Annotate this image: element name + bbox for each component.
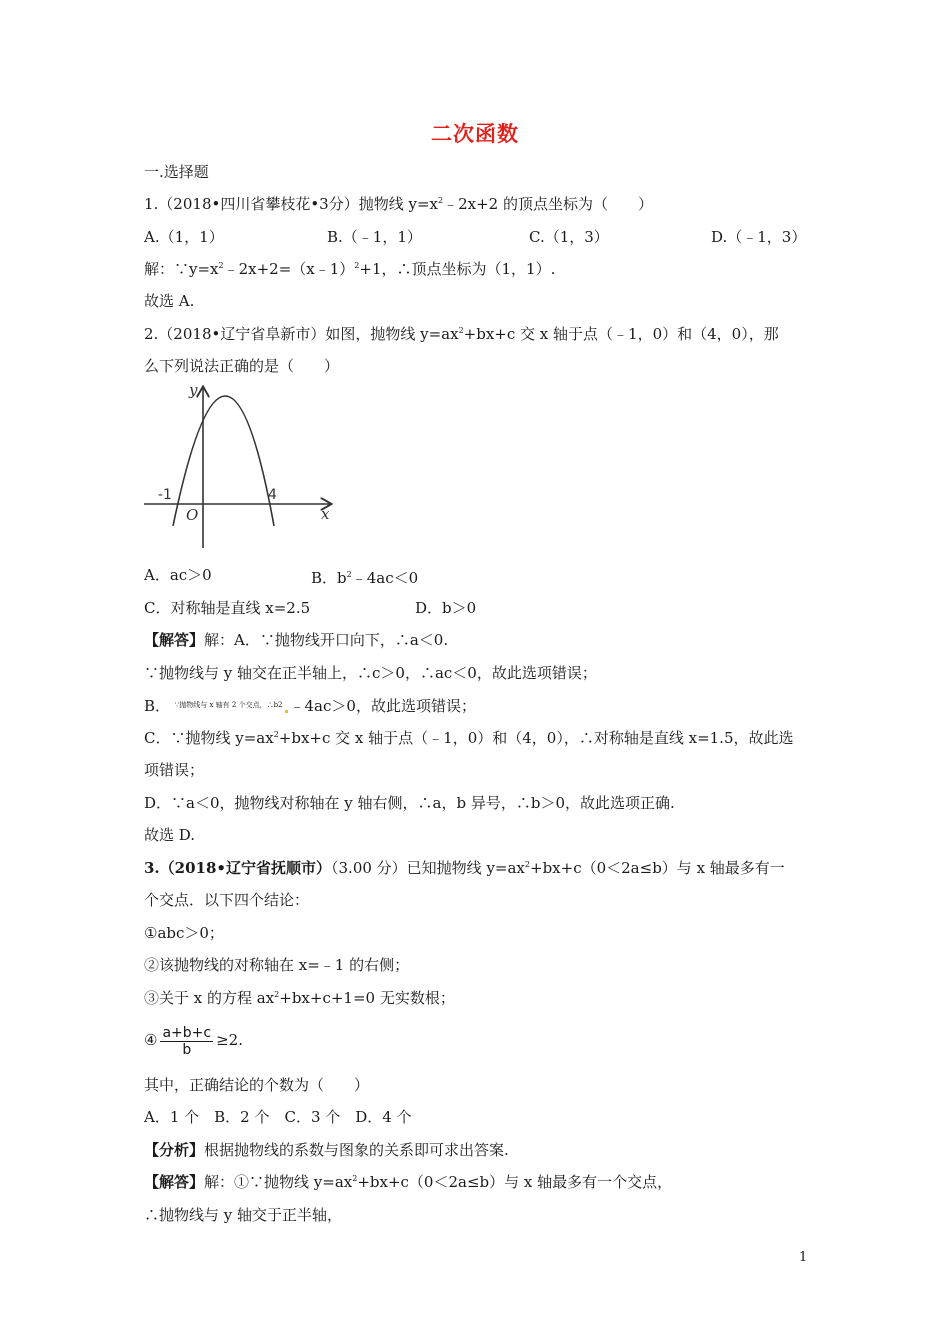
q2-solution-line1: 【解答】解：A．∵抛物线开口向下，∴a＜0. <box>144 631 449 649</box>
q1-option-c: C.（1，3） <box>529 228 609 246</box>
x-axis-label: x <box>321 505 330 523</box>
page-title: 二次函数 <box>431 122 519 146</box>
q3-stem-line2: 个交点．以下四个结论： <box>144 891 310 909</box>
origin-label: O <box>186 506 199 524</box>
q2-option-a: A．ac＞0 <box>144 566 212 584</box>
q2-solution-line4: C．∵抛物线 $y=ax^2+bx+c$ 交 x 轴于点（﹣1，0）和（4，0），∴对称轴是直线 x=1.5，故此选 <box>144 729 794 747</box>
q3-conclusion-3: ③关于 x 的方程 $ax^2+bx+c+1=0$ 无实数根； <box>144 989 455 1007</box>
q2-solution-line2: ∵抛物线与 y 轴交在正半轴上，∴c＞0，∴ac＜0，故此选项错误； <box>144 664 597 682</box>
q3-stem-line1: 3.（2018•辽宁省抚顺市）（3.00 分）已知抛物线 $y=ax^2+bx+c(0<2a\le b)$与 x 轴最多有一 <box>144 859 785 877</box>
q3-conclusion-4: ④ $\frac{a+b+c}{b}$ ≥2. <box>144 1024 243 1058</box>
q2-solution-line5: 项错误； <box>144 761 205 779</box>
q1-option-a: A.（1，1） <box>144 228 224 246</box>
q2-option-c: C．对称轴是直线 x=2.5 <box>144 599 311 617</box>
fraction: $\frac{a+b+c}{b}$ <box>162 1024 212 1058</box>
q2-solution-line6: D．∵a＜0，抛物线对称轴在 y 轴右侧，∴a，b 异号，∴b＞0，故此选项正确. <box>144 794 675 812</box>
q3-options: A．1 个 B．2 个 C．3 个 D．4 个 <box>144 1108 412 1126</box>
left-root-label: -1 <box>158 487 172 503</box>
q2-option-d: D．b＞0 <box>415 599 477 617</box>
q2-solution-line3: B． $^{\because 抛物线与 x 轴有 2 个交点,\therefore b2}$ ﹣4ac＞0，故此选项错误； <box>144 697 476 715</box>
q3-solution-line1: 【解答】解：①∵抛物线 $y=ax^2+bx+c(0<2a\le b)$与 x 轴最多有一个交点， <box>144 1173 673 1191</box>
q2-stem-line2: 么下列说法正确的是（ ） <box>144 357 340 375</box>
q2-stem-line1: 2.（2018•辽宁省阜新市）如图，抛物线 $y=ax^2+bx+c$ 交 x 轴于点（﹣1，0）和（4，0），那 <box>144 325 779 343</box>
q3-question: 其中，正确结论的个数为（ ） <box>144 1076 370 1094</box>
y-axis-label: y <box>189 381 198 399</box>
q1-solution: 解：$\because y=x^2﹣2x+2=(x﹣1)^2+1$，∴顶点坐标为（1，1）. <box>144 260 556 278</box>
right-root-label: 4 <box>268 487 277 503</box>
q1-option-d: D.（﹣1，3） <box>711 228 807 246</box>
small-marker-icon <box>285 710 288 713</box>
q1-option-b: B.（﹣1，1） <box>327 228 422 246</box>
q3-conclusion-1: ①abc＞0； <box>144 924 224 942</box>
q1-answer: 故选 A. <box>144 292 195 310</box>
q3-conclusion-2: ②该抛物线的对称轴在 x=﹣1 的右侧； <box>144 956 410 974</box>
q2-option-b: B．$b^2﹣4ac<0$ <box>311 569 419 587</box>
parabola-graph <box>140 378 340 553</box>
page-number: 1 <box>799 1250 808 1265</box>
q1-stem: 1.（2018•四川省攀枝花•3分）抛物线 $y=x^2﹣2x+2$ 的顶点坐标为（ ） <box>144 195 653 213</box>
q3-analysis: 【分析】根据抛物线的系数与图象的关系即可求出答案. <box>144 1141 509 1159</box>
q2-answer: 故选 D. <box>144 826 196 844</box>
q3-solution-line2: ∴抛物线与 y 轴交于正半轴， <box>144 1206 343 1224</box>
section-heading: 一.选择题 <box>144 163 209 181</box>
